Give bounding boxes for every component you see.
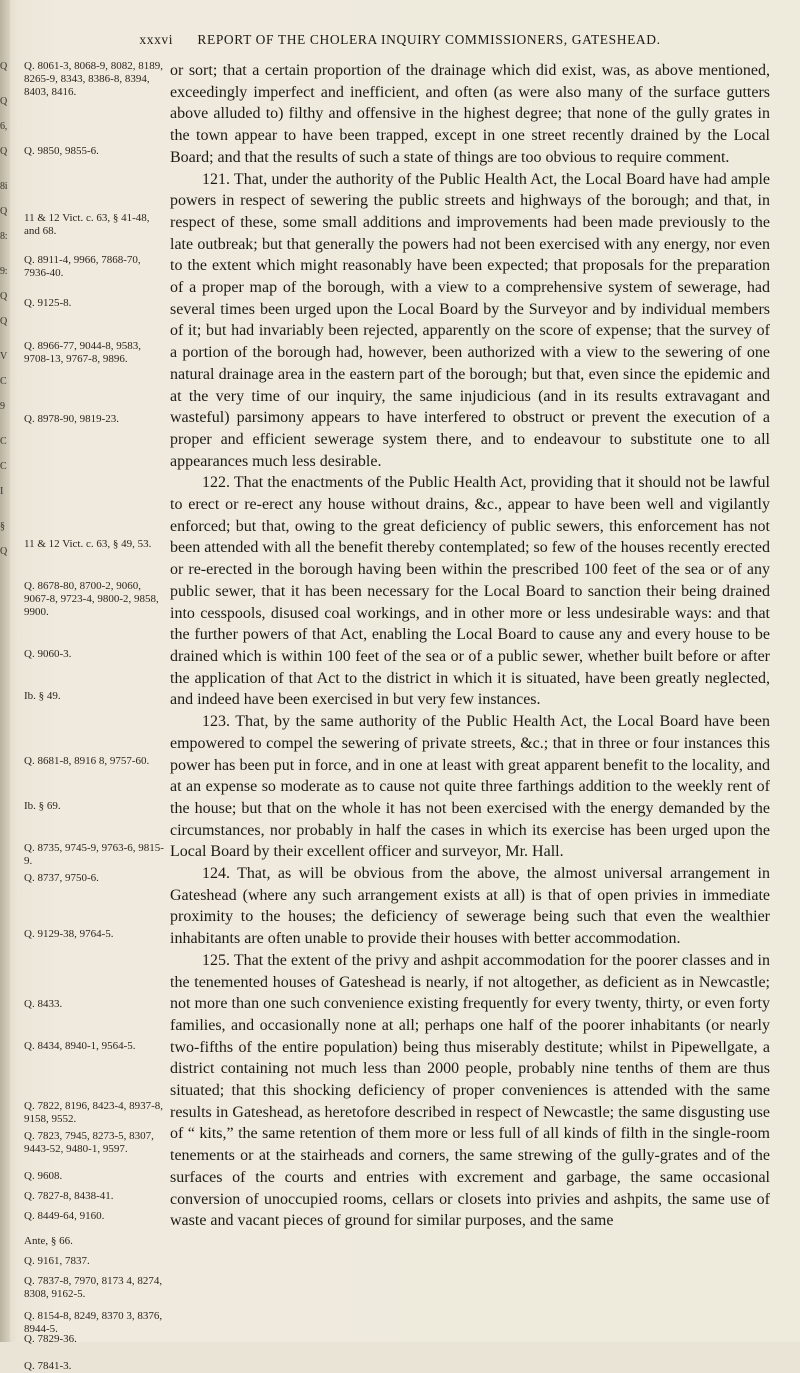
margin-note: Q. 7827-8, 8438-41.: [24, 1190, 114, 1202]
gutter-fragment: 8:: [0, 231, 8, 242]
margin-note: Q. 8911-4, 9966, 7868-70, 7936-40.: [24, 254, 141, 279]
gutter-fragment: 8i: [0, 181, 8, 192]
gutter-fragment: C: [0, 376, 7, 387]
gutter-fragment: Q: [0, 146, 7, 157]
gutter-fragment: C: [0, 436, 7, 447]
margin-note: Q. 8966-77, 9044-8, 9583, 9708-13, 9767-8, 9896.: [24, 340, 142, 365]
gutter-fragment: Q: [0, 96, 7, 107]
margin-note: Q. 8681-8, 8916 8, 9757-60.: [24, 755, 150, 767]
paragraph-122: 122. That the enactments of the Public Health Act, providing that it should not be lawful to erect or re-erect any house without drains, &c., appear to have been well and vigilantly enforced; but that, owing to the great deficiency of public sewers, this enforcement has not been attended with all the benefit thereby contemplated; so few of the houses recently erected or re-erected in the borough having been within the prescribed 100 feet of the sea or of any public sewer, that it has been necessary for the Local Board to sanction their being drained into cesspools, disused coal workings, and in other more or less undesirable ways: and that the further powers of that Act, enabling the Local Board to cause any and every house to be drained which is within 100 feet of the sea or of a public sewer, whether built before or after the application of that Act to the district in which it is situated, have been greatly neglected, and indeed have been exercised in but very few instances.: [170, 474, 770, 709]
paragraph-125: 125. That the extent of the privy and ashpit accommodation for the poorer classes and in the tenemented houses of Gateshead is nearly, if not altogether, as deficient as in Newcastle; not more than one such convenience existing frequently for every twenty, thirty, or even forty families, and occasionally none at all; perhaps one half of the poorer inhabitants (or nearly two-fifths of the entire population) being thus miserably destitute; whilst in Pipewellgate, a district containing not much less than 2000 people, probably nine tenths of them are thus situated; that this shocking deficiency of proper conveniences is attended with the same results in Gateshead, as heretofore described in respect of Newcastle; the same disgusting use of “ kits,” the same retention of them more or less full of all kinds of filth in the single-room tenements or at the stairheads and corners, the same strewing of the gully-grates and of the surfaces of the courts and entries with excrement and garbage, the same occasional conversion of unoccupied rooms, cellars or closets into privies and ashpits, the same use of waste and vacant pieces of ground for similar purposes, and the same: [170, 951, 770, 1230]
gutter-fragment: 9:: [0, 266, 8, 277]
gutter-fragment: Q: [0, 316, 7, 327]
margin-note: Q. 8434, 8940-1, 9564-5.: [24, 1040, 136, 1052]
margin-note: Q. 8978-90, 9819-23.: [24, 413, 120, 425]
report-body: [170, 60, 770, 1232]
margin-note: Q. 8154-8, 8249, 8370 3, 8376, 8944-5.: [24, 1310, 163, 1335]
paragraph-continued: or sort; that a certain proportion of the drainage which did exist, was, as above mentioned, exceedingly imperfect and inefficient, and often (as were also many of the surface gutters above alluded to) filthy and offensive in the highest degree; that none of the gully grates in the town appear to have been trapped, except in one street recently drained by the Local Board; and that the results of such a state of things are too obvious to require comment.: [170, 62, 770, 166]
gutter-fragment: Q: [0, 291, 7, 302]
margin-note: Q. 9850, 9855-6.: [24, 145, 99, 157]
running-header: [0, 32, 800, 48]
margin-note: Q. 9129-38, 9764-5.: [24, 928, 114, 940]
gutter-fragment: 6,: [0, 121, 7, 132]
margin-note: Q. 7837-8, 7970, 8173 4, 8274, 8308, 9162-5.: [24, 1275, 163, 1300]
margin-note: Q. 7841-3.: [24, 1360, 72, 1372]
previous-page-fragments: [0, 60, 18, 570]
margin-note: Q. 8735, 9745-9, 9763-6, 9815-9.: [24, 842, 164, 867]
paragraph-123: 123. That, by the same authority of the Public Health Act, the Local Board have been empowered to compel the sewering of private streets, &c.; that in three or four instances this power has been put in force, and in one at least with great apparent benefit to the locality, and at an expense so moderate as to cause not quite three farthings addition to the weekly rent of the house; but that on the whole it has not been exercised with the energy demanded by the circumstances, nor probably in half the cases in which its exercise has been urged upon the Local Board by their excellent officer and surveyor, Mr. Hall.: [170, 713, 770, 861]
paragraph-124: 124. That, as will be obvious from the above, the almost universal arrangement in Gateshead (where any such arrangement exists at all) is that of open privies in immediate proximity to the houses; the deficiency of sewerage being such that even the wealthier inhabitants are often unable to provide their houses with better accommodation.: [170, 865, 770, 948]
gutter-fragment: 9: [0, 401, 5, 412]
margin-note: Q. 8678-80, 8700-2, 9060, 9067-8, 9723-4, 9800-2, 9858, 9900.: [24, 580, 159, 618]
margin-note: Q. 9161, 7837.: [24, 1255, 90, 1267]
gutter-fragment: Q: [0, 546, 7, 557]
gutter-fragment: Q: [0, 61, 7, 72]
gutter-fragment: Q: [0, 206, 7, 217]
margin-note: Q. 8449-64, 9160.: [24, 1210, 105, 1222]
gutter-fragment: C: [0, 461, 7, 472]
gutter-fragment: §: [0, 521, 5, 532]
margin-note: Q. 9060-3.: [24, 648, 72, 660]
margin-note: Q. 9608.: [24, 1170, 63, 1182]
margin-note: Ante, § 66.: [24, 1235, 73, 1247]
gutter-fragment: V: [0, 351, 7, 362]
margin-note: 11 & 12 Vict. c. 63, § 41-48, and 68.: [24, 212, 150, 237]
margin-note: Q. 7823, 7945, 8273-5, 8307, 9443-52, 9480-1, 9597.: [24, 1130, 154, 1155]
margin-note: Q. 8061-3, 8068-9, 8082, 8189, 8265-9, 8343, 8386-8, 8394, 8403, 8416.: [24, 60, 164, 98]
margin-note: Q. 8433.: [24, 998, 63, 1010]
paragraph-121: 121. That, under the authority of the Public Health Act, the Local Board have had ample powers in respect of sewering the public streets and highways of the borough; and that, in respect of these, some small additions and improvements had been made previously to the late outbreak; but that generally the powers had not been exercised with any energy, nor even to the extent which might reasonably have been expected; that proposals for the preparation of a proper map of the borough, with a view to a comprehensive system of sewerage, had several times been urged upon the Local Board by the Surveyor and by individual members of it; but had invariably been rejected, apparently on the score of expense; that the survey of a portion of the borough had, however, been authorized with a view to the sewering of one natural drainage area in the eastern part of the borough; but that, even since the epidemic and at the very time of our inquiry, the same injudicious (and in its results extravagant and wasteful) parsimony appears to have interfered to obstruct or prevent the execution of a proper and efficient sewerage system there, and to endeavour to substitute one to all appearances much less desirable.: [170, 170, 770, 470]
page-number: xxxvi: [139, 32, 174, 47]
margin-note: Q. 8737, 9750-6.: [24, 872, 99, 884]
gutter-fragment: I: [0, 486, 4, 497]
margin-note: Q. 9125-8.: [24, 297, 72, 309]
margin-note: 11 & 12 Vict. c. 63, § 49, 53.: [24, 538, 152, 550]
margin-note: Q. 7829-36.: [24, 1333, 77, 1345]
margin-note: Ib. § 49.: [24, 690, 61, 702]
margin-note: Ib. § 69.: [24, 800, 61, 812]
page-title: REPORT OF THE CHOLERA INQUIRY COMMISSIONERS, GATESHEAD.: [197, 32, 661, 47]
margin-note: Q. 7822, 8196, 8423-4, 8937-8, 9158, 9552.: [24, 1100, 164, 1125]
